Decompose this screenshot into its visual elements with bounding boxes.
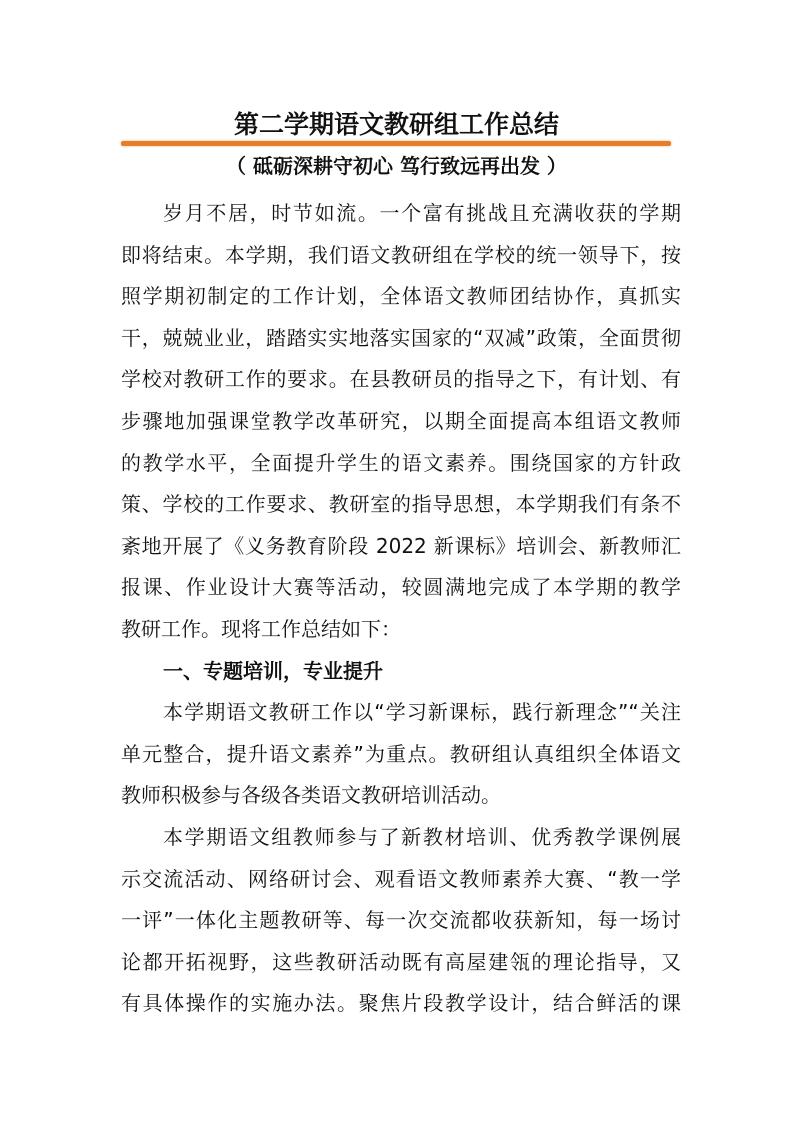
paragraph-intro-line: 干，兢兢业业，踏踏实实地落实国家的“双减”政策，全面贯彻 xyxy=(121,325,681,350)
paragraph-intro-line: 教研工作。现将工作总结如下： xyxy=(121,616,401,641)
paragraph-intro-line: 学校对教研工作的要求。在县教研员的指导之下，有计划、有 xyxy=(121,367,681,392)
paragraph-focus-line: 本学期语文教研工作以“学习新课标，践行新理念”“关注 xyxy=(163,700,681,725)
paragraph-intro-line: 即将结束。本学期，我们语文教研组在学校的统一领导下，按 xyxy=(121,242,681,267)
document-title: 第二学期语文教研组工作总结 xyxy=(233,110,559,139)
paragraph-focus-line: 教师积极参与各级各类语文教研培训活动。 xyxy=(121,783,501,808)
paragraph-focus-line: 单元整合，提升语文素养”为重点。教研组认真组织全体语文 xyxy=(121,741,681,766)
paragraph-training-line: 本学期语文组教师参与了新教材培训、优秀教学课例展 xyxy=(163,824,681,849)
paragraph-training-line: 论都开拓视野，这些教研活动既有高屋建瓴的理论指导，又 xyxy=(121,949,681,974)
paragraph-training-line: 示交流活动、网络研讨会、观看语文教师素养大赛、“教一学 xyxy=(121,866,681,891)
paragraph-intro-line: 报课、作业设计大赛等活动，较圆满地完成了本学期的教学 xyxy=(121,575,681,600)
paragraph-intro-line: 步骤地加强课堂教学改革研究，以期全面提高本组语文教师 xyxy=(121,408,681,433)
paragraph-training-line: 一评”一体化主题教研等、每一次交流都收获新知，每一场讨 xyxy=(121,908,681,933)
paragraph-intro-line: 的教学水平，全面提升学生的语文素养。围绕国家的方针政 xyxy=(121,450,681,475)
paragraph-training-line: 有具体操作的实施办法。聚焦片段教学设计，结合鲜活的课 xyxy=(121,991,681,1016)
paragraph-intro-line: 岁月不居，时节如流。一个富有挑战且充满收获的学期 xyxy=(163,201,681,225)
paragraph-intro-line: 紊地开展了《义务教育阶段 2022 新课标》培训会、新教师汇 xyxy=(121,533,681,558)
title-underline-rule xyxy=(121,141,671,146)
paragraph-intro-line: 照学期初制定的工作计划，全体语文教师团结协作，真抓实 xyxy=(121,284,681,309)
section-heading-1: 一、专题培训，专业提升 xyxy=(163,658,383,683)
document-body xyxy=(121,193,681,1025)
document-subtitle: （ 砥砺深耕守初心 笃行致远再出发 ） xyxy=(226,154,567,178)
paragraph-intro-line: 策、学校的工作要求、教研室的指导思想，本学期我们有条不 xyxy=(121,492,681,517)
